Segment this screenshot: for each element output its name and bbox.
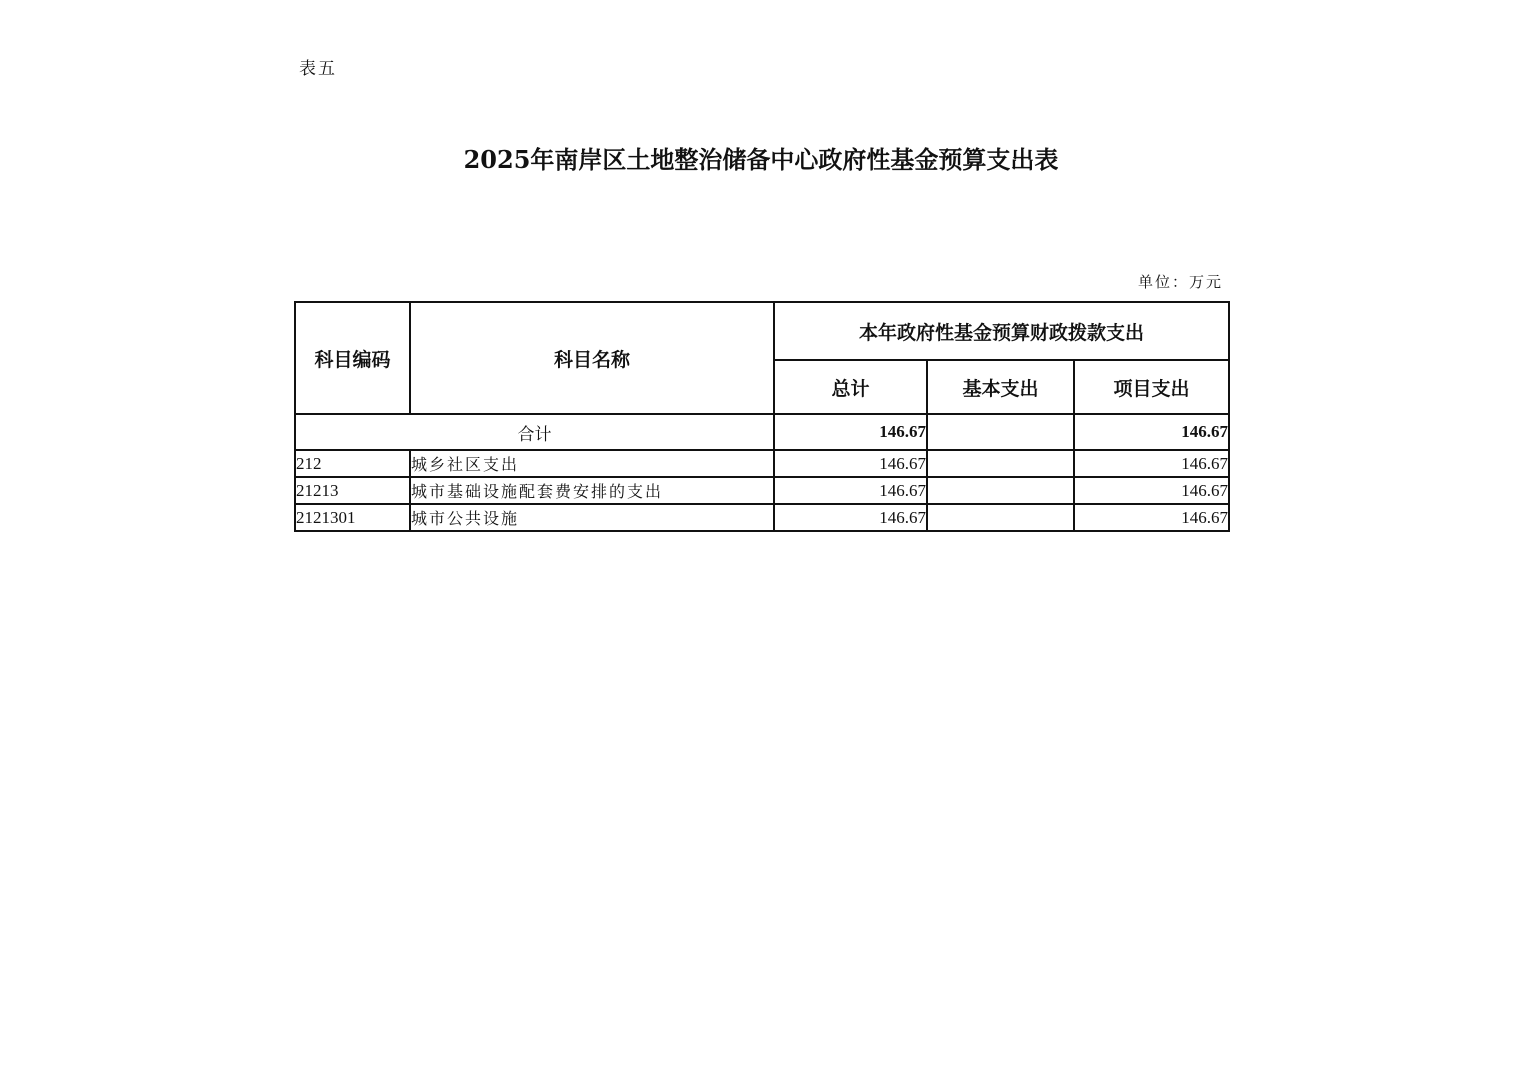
total-sum-cell: 146.67 [774, 414, 927, 450]
total-label: 合计 [295, 414, 774, 450]
column-header-basic: 基本支出 [927, 360, 1074, 414]
project-cell: 146.67 [1074, 504, 1229, 531]
document-title: 2025年南岸区土地整治储备中心政府性基金预算支出表 [463, 145, 1059, 174]
project-cell: 146.67 [1074, 477, 1229, 504]
total-basic-cell [927, 414, 1074, 450]
total-cell: 146.67 [774, 477, 927, 504]
code-cell: 212 [295, 450, 410, 477]
total-cell: 146.67 [774, 504, 927, 531]
table-number-label: 表五 [299, 59, 337, 79]
basic-cell [927, 504, 1074, 531]
name-cell: 城乡社区支出 [410, 450, 774, 477]
header-row-top [295, 302, 1229, 360]
project-cell: 146.67 [1074, 450, 1229, 477]
column-header-name: 科目名称 [410, 302, 774, 414]
total-project-cell: 146.67 [1074, 414, 1229, 450]
budget-expenditure-table [294, 301, 1230, 532]
basic-cell [927, 477, 1074, 504]
name-cell: 城市基础设施配套费安排的支出 [410, 477, 774, 504]
code-cell: 21213 [295, 477, 410, 504]
column-header-total: 总计 [774, 360, 927, 414]
basic-cell [927, 450, 1074, 477]
name-cell: 城市公共设施 [410, 504, 774, 531]
table-row [295, 450, 1229, 477]
unit-label: 单位：万元 [1137, 273, 1223, 291]
total-cell: 146.67 [774, 450, 927, 477]
code-cell: 2121301 [295, 504, 410, 531]
table-row [295, 477, 1229, 504]
total-row [295, 414, 1229, 450]
table-row [295, 504, 1229, 531]
column-group-header: 本年政府性基金预算财政拨款支出 [774, 302, 1229, 360]
column-header-project: 项目支出 [1074, 360, 1229, 414]
column-header-code: 科目编码 [295, 302, 410, 414]
